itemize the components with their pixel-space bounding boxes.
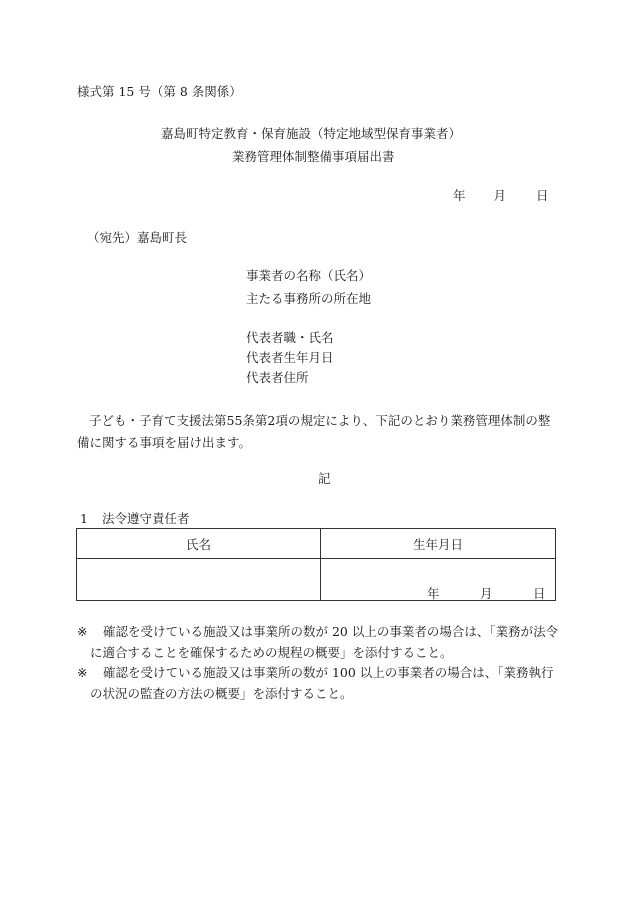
date-year-label: 年 xyxy=(453,188,466,203)
note-text: 確認を受けている施設又は事業所の数が 100 以上の事業者の場合は、「業務執行の状況の監査の方法の概要」を添付すること。 xyxy=(90,665,554,701)
addressee: （宛先）嘉島町長 xyxy=(87,230,188,245)
section-number: 1 xyxy=(80,511,88,526)
note-mark: ※ xyxy=(77,624,88,639)
note-item xyxy=(77,621,559,663)
compliance-officer-table xyxy=(76,528,556,601)
birthdate-entry-cell[interactable] xyxy=(321,559,556,601)
header-birthdate: 生年月日 xyxy=(321,529,556,559)
document-title-line2: 業務管理体制整備事項届出書 xyxy=(232,149,395,164)
section-heading xyxy=(80,513,190,526)
note-text: 確認を受けている施設又は事業所の数が 20 以上の事業者の場合は、「業務が法令に適合することを確保するための規程の概要」を添付すること。 xyxy=(90,624,559,660)
representative-address-label: 代表者住所 xyxy=(246,370,309,385)
applicant-business-name-label: 事業者の名称（氏名） xyxy=(246,268,372,283)
section-title: 法令遵守責任者 xyxy=(102,511,190,526)
date-day-label: 日 xyxy=(536,188,549,203)
date-month-label: 月 xyxy=(493,188,507,203)
representative-title-name-label: 代表者職・氏名 xyxy=(246,330,334,345)
applicant-office-address-label: 主たる事務所の所在地 xyxy=(246,291,372,306)
declaration-paragraph xyxy=(77,410,559,454)
submission-date xyxy=(453,190,549,203)
header-name: 氏名 xyxy=(77,529,321,559)
birth-year-label: 年 xyxy=(427,586,440,601)
declaration-text: 子ども・子育て支援法第55条第2項の規定により、下記のとおり業務管理体制の整備に関する事項を届け出ます。 xyxy=(77,413,551,450)
representative-birthdate-label: 代表者生年月日 xyxy=(246,350,334,365)
table-row xyxy=(77,559,556,601)
birth-day-label: 日 xyxy=(533,586,546,601)
table-header-row xyxy=(77,529,556,559)
birth-month-label: 月 xyxy=(480,586,493,601)
document-title-line1: 嘉島町特定教育・保育施設（特定地域型保育事業者） xyxy=(161,126,462,141)
form-number: 様式第 15 号（第 8 条関係） xyxy=(77,84,242,99)
note-mark: ※ xyxy=(77,665,88,680)
ki-heading: 記 xyxy=(318,471,331,486)
name-entry-cell[interactable] xyxy=(77,559,321,601)
note-item xyxy=(77,662,559,704)
